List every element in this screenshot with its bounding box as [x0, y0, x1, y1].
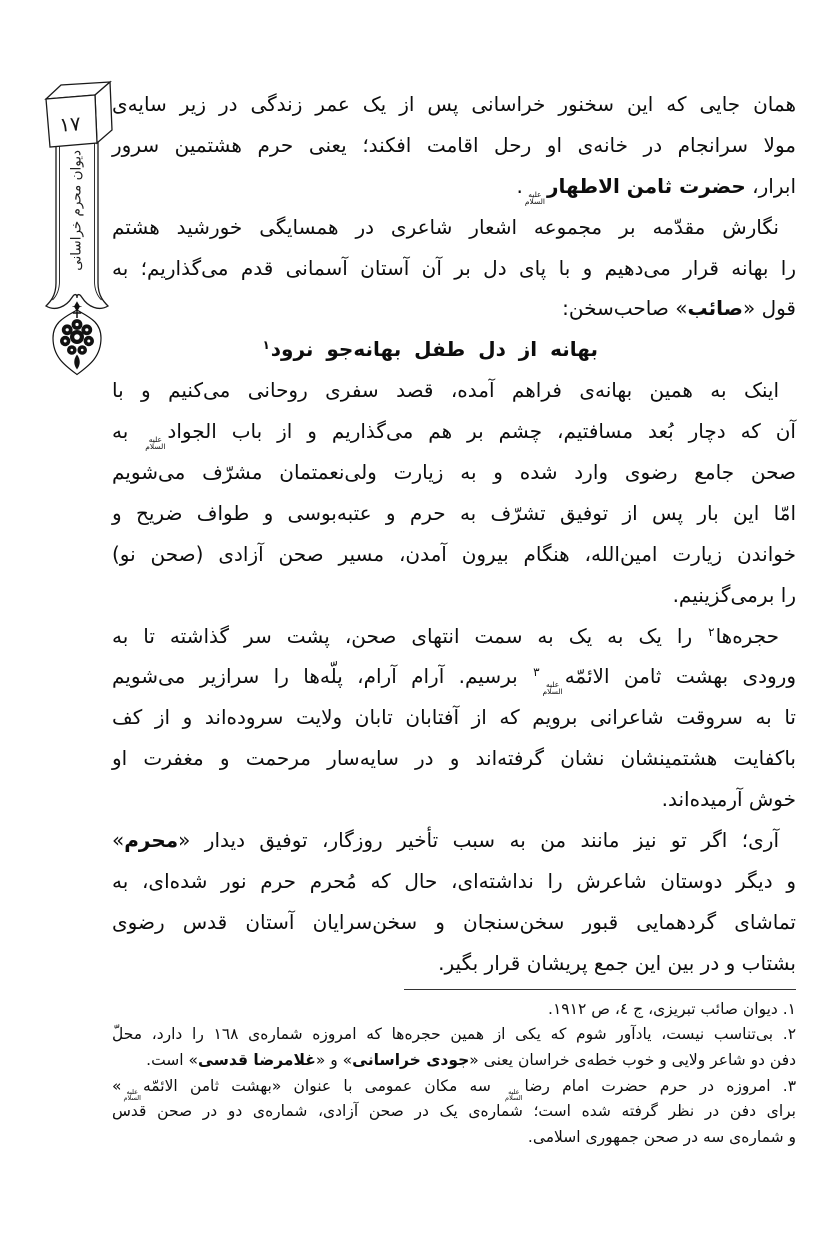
text-segment: قول «	[742, 296, 796, 321]
text-segment: تماشای گردهمایی قبور سخن‌سنجان و سخن‌سرایان آستان قدس رضوی	[112, 909, 796, 934]
honorific-mark: علیه السلام	[145, 435, 166, 452]
text-segment: اینک به همین بهانه‌ی فراهم آمده، قصد سفری روحانی می‌کنیم و با	[112, 378, 779, 403]
text-segment: باکفایت هشتمینشان نشان گرفته‌اند و در سایه‌سار مرحمت و مغفرت او	[112, 746, 796, 771]
text-segment: برسیم. آرام آرام، پلّه‌ها را سرازیر می‌شویم	[112, 664, 533, 689]
emphasized-text: صائب	[687, 296, 743, 321]
text-segment: سه مکان عمومی با عنوان «بهشت ثامن الائمّه	[142, 1076, 504, 1095]
text-segment: ورودی بهشت ثامن الائمّه	[564, 664, 796, 689]
emphasized-text: بهانه از دل طفل بهانه‌جو نرود	[270, 337, 598, 362]
honorific-mark: علیه السلام	[524, 189, 545, 206]
honorific-mark: علیه السلام	[123, 1087, 141, 1102]
text-segment: امّا این بار پس از توفیق تشرّف به حرم و عتبه‌بوسی و طواف ضریح و	[112, 500, 796, 525]
text-segment: »	[112, 1076, 122, 1095]
text-line	[112, 166, 796, 207]
text-segment: ١. دیوان صائب تبریزی، ج ٤، ص ١٩١٢.	[548, 999, 796, 1018]
text-segment: ٢. بی‌تناسب نیست، یادآور شوم که یکی از همین حجره‌ها که امروزه شماره‌ی ١٦٨ را دارد، محلّ	[112, 1025, 797, 1044]
text-line	[112, 248, 796, 289]
text-line	[112, 861, 796, 902]
floral-ornament-icon	[53, 309, 101, 375]
text-line	[112, 370, 796, 411]
text-line	[112, 84, 796, 125]
footnote-line	[112, 1048, 796, 1074]
text-segment: و شماره‌ی سه در صحن جمهوری اسلامی.	[527, 1128, 796, 1147]
text-line	[112, 820, 796, 861]
text-segment: .	[516, 173, 523, 198]
footnote-marker: ٣	[533, 665, 540, 680]
text-line	[112, 943, 796, 984]
text-segment: را بهانه قرار می‌دهیم و با پای دل بر آن آستان آسمانی قدم می‌گذاریم؛ به	[112, 255, 796, 280]
text-segment: حجره‌ها	[715, 623, 779, 648]
text-line	[112, 738, 796, 779]
footnote-line	[112, 1125, 796, 1151]
footnote-line	[112, 1074, 796, 1100]
text-line	[112, 207, 796, 248]
emphasized-text: جودی خراسانی	[352, 1050, 470, 1069]
text-segment: برای دفن در نظر گرفته شده است؛ شماره‌ی یک در صحن آزادی، شماره‌ی دو در صحن قدس	[112, 1102, 796, 1121]
text-segment: بشتاب و در بین این جمع پریشان قرار بگیر.	[438, 950, 796, 975]
main-text-column	[112, 84, 796, 1151]
text-line	[112, 288, 796, 329]
text-segment: تا به سروقت شاعرانی برویم که از آفتابان تابان ولایت سروده‌اند و از کف	[112, 705, 796, 730]
page-number: ١٧	[58, 111, 82, 137]
text-segment: » و «	[315, 1050, 353, 1069]
text-line	[112, 534, 796, 575]
honorific-mark: علیه السلام	[505, 1087, 523, 1102]
text-segment: خوش آرمیده‌اند.	[661, 787, 796, 812]
emphasized-text: حضرت ثامن الاطهار	[547, 173, 746, 198]
text-segment: را یک به یک به سمت انتهای صحن، پشت سر گذاشته تا به	[112, 623, 708, 648]
emphasized-text: غلامرضا قدسی	[198, 1050, 316, 1069]
footnote-line	[112, 997, 796, 1023]
text-segment: مولا سرانجام در خانه‌ی او رحل اقامت افکند؛ یعنی حرم هشتمین سرور	[112, 132, 796, 157]
body-rows	[112, 84, 796, 984]
footnote-separator	[404, 989, 796, 990]
text-segment: همان جایی که این سخنور خراسانی پس از یک عمر زندگی در زیر سایه‌ی	[112, 92, 796, 116]
text-segment: ٣. امروزه در حرم حضرت امام رضا	[524, 1076, 797, 1095]
text-segment: آن که دچار بُعد مسافتیم، چشم بر هم می‌گذاریم و از باب الجواد	[167, 419, 796, 444]
text-segment: ابرار،	[745, 173, 796, 198]
spine-book-title: دیوان محرم خراسانی	[69, 150, 85, 271]
text-segment: » است.	[146, 1050, 198, 1069]
footnote-line	[112, 1022, 796, 1048]
text-segment: »	[112, 828, 125, 853]
text-line	[112, 616, 796, 657]
text-line	[112, 902, 796, 943]
text-segment: » صاحب‌سخن:	[562, 296, 688, 321]
text-line	[112, 125, 796, 166]
footnote-rows	[112, 997, 796, 1151]
honorific-mark: علیه السلام	[542, 680, 563, 697]
text-line	[112, 697, 796, 738]
text-segment: آری؛ اگر تو نیز مانند من به سبب تأخیر روزگار، توفیق دیدار «	[178, 828, 779, 853]
text-line	[112, 575, 796, 616]
text-segment: خواندن زیارت امین‌الله، هنگام بیرون آمدن، مسیر صحن آزادی (صحن نو)	[112, 541, 796, 566]
emphasized-text: محرم	[124, 828, 179, 853]
text-segment: و دیگر دوستان شاعرش را نداشته‌ای، حال که مُحرم حرم نور شده‌ای، به	[112, 868, 796, 893]
text-segment: صحن جامع رضوی وارد شده و به زیارت ولی‌نعمتمان مشرّف می‌شویم	[112, 460, 796, 485]
text-line	[112, 779, 796, 820]
text-line	[112, 656, 796, 697]
text-line	[112, 411, 796, 452]
text-segment: به	[112, 419, 144, 444]
text-segment: نگارش مقدّمه بر مجموعه اشعار شاعری در همسایگی خورشید هشتم	[112, 214, 779, 239]
text-segment: را برمی‌گزینیم.	[672, 582, 796, 607]
footnote-marker: ٢	[708, 624, 715, 639]
footnote-marker: ١	[262, 338, 270, 353]
poem-line	[112, 329, 796, 370]
text-line	[112, 452, 796, 493]
footnote-line	[112, 1099, 796, 1125]
text-line	[112, 493, 796, 534]
text-segment: دفن دو شاعر ولایی و خوب خطه‌ی خراسان یعنی «	[469, 1050, 796, 1069]
